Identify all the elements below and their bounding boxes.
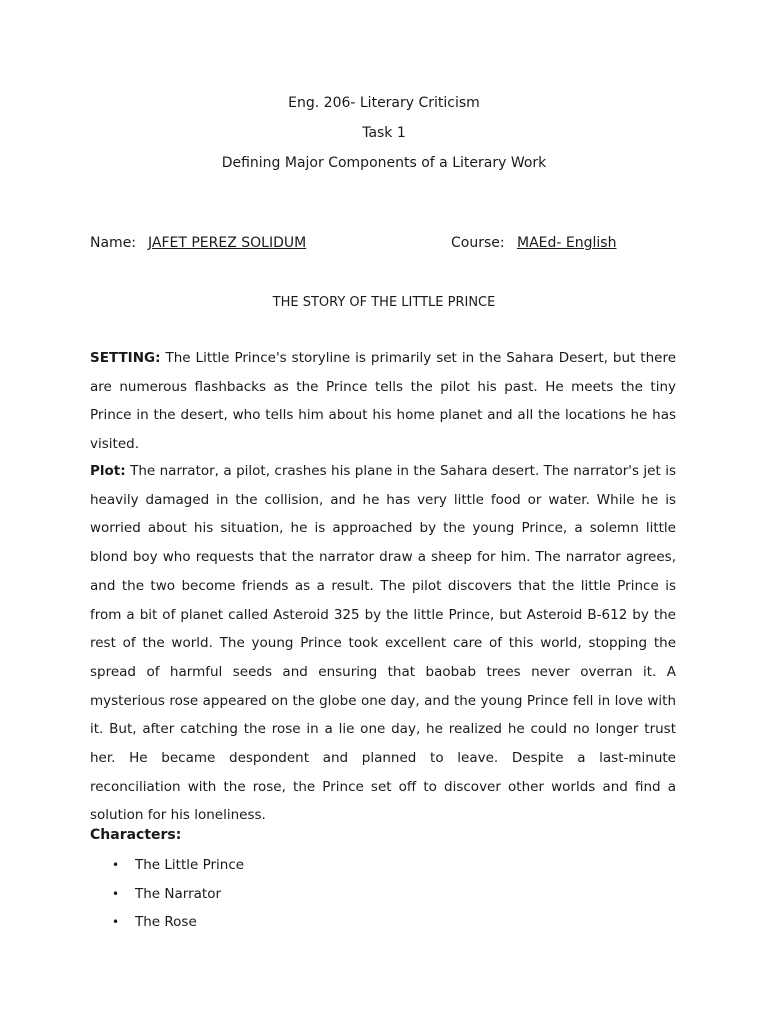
characters-list xyxy=(90,851,244,937)
course-value: MAEd- English xyxy=(517,235,617,251)
course-label: Course: xyxy=(451,235,505,251)
story-title: THE STORY OF THE LITTLE PRINCE xyxy=(272,295,496,310)
course-code: Eng. 206- Literary Criticism xyxy=(288,95,480,111)
assignment-title: Defining Major Components of a Literary Work xyxy=(221,155,547,171)
name-label: Name: xyxy=(90,235,137,251)
plot-label: Plot: xyxy=(90,463,126,479)
student-info-row xyxy=(90,233,690,253)
name-value: JAFET PEREZ SOLIDUM xyxy=(148,235,307,251)
list-item xyxy=(90,908,244,937)
list-item xyxy=(90,880,244,909)
plot-paragraph xyxy=(90,457,676,830)
task-number: Task 1 xyxy=(362,125,406,141)
plot-text: The narrator, a pilot, crashes his plane in the Sahara desert. The narrator's jet is heavily damaged in the collision, and he has very little food or water. While he is worried about his situation, he is approached by the young Prince, a solemn little blond boy who requests that the narrator draw a sheep for him. The narrator agrees, and the two become friends as a result. The pilot discovers that the little Prince is from a bit of planet called Asteroid 325 by the little Prince, but Asteroid B-612 by the rest of the world. The young Prince took excellent care of this world, stopping the spread of harmful seeds and ensuring that baobab trees never overran it. A mysterious rose appeared on the globe one day, and the young Prince fell in love with it. But, after catching the rose in a lie one day, he realized he could no longer trust her. He became despondent and planned to leave. Despite a last-minute reconciliation with the rose, the Prince set off to discover other worlds and find a solution for his loneliness. xyxy=(90,463,676,824)
setting-label: SETTING: xyxy=(90,350,161,366)
character-name: The Narrator xyxy=(135,885,222,902)
bullet-icon: • xyxy=(112,858,120,872)
character-name: The Rose xyxy=(135,914,197,930)
bullet-icon: • xyxy=(112,886,120,901)
character-name: The Little Prince xyxy=(135,857,245,873)
setting-text: The Little Prince's storyline is primarily set in the Sahara Desert, but there are numerous flashbacks as the Prince tells the pilot his past. He meets the tiny Prince in the desert, who tells him about his home planet and all the locations he has visited. xyxy=(90,350,676,453)
bullet-icon: • xyxy=(112,915,120,929)
list-item xyxy=(90,851,244,880)
characters-heading: Characters: xyxy=(90,827,182,843)
setting-paragraph xyxy=(90,344,676,459)
